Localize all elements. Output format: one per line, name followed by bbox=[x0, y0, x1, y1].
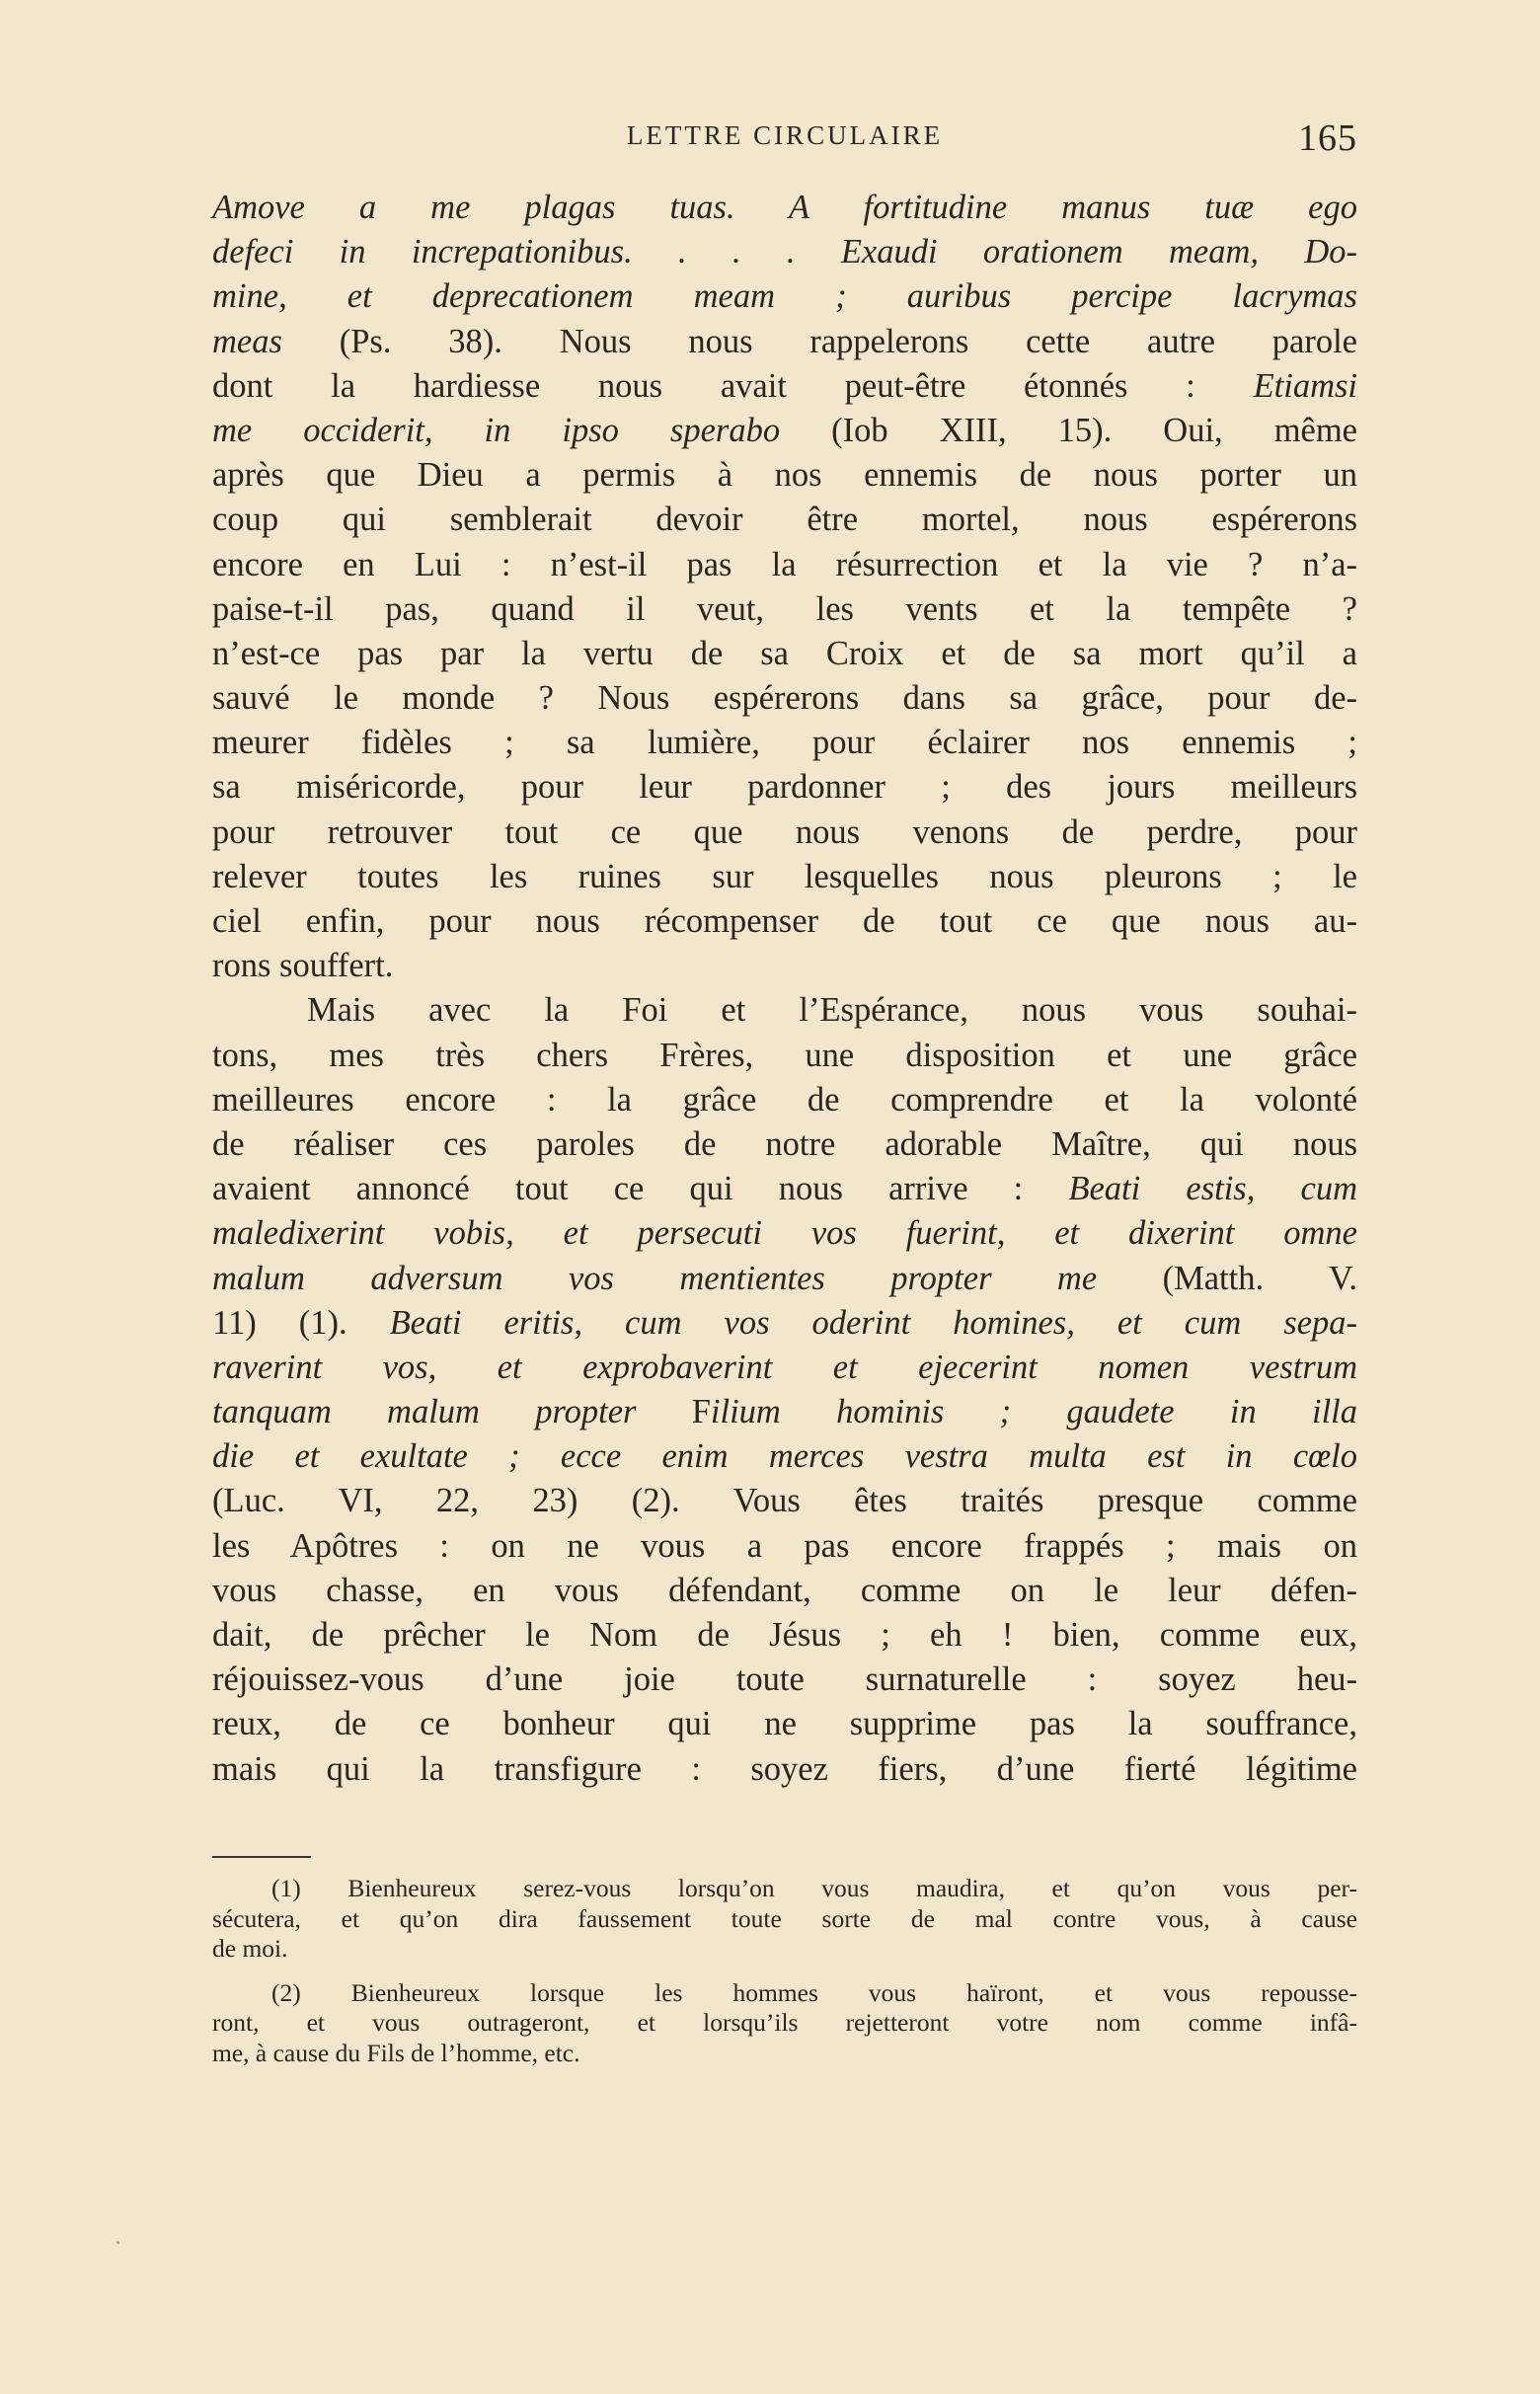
running-title: LETTRE CIRCULAIRE bbox=[626, 120, 944, 150]
text-line bbox=[212, 186, 1357, 230]
footnote-gap bbox=[212, 1965, 1357, 1978]
text-line bbox=[212, 721, 1357, 765]
text-run: tons, mes très chers Frères, une disposition et une grâce bbox=[212, 1036, 1357, 1074]
text-line bbox=[212, 453, 1357, 498]
text-run: sauvé le monde ? Nous espérerons dans sa grâce, pour de- bbox=[212, 679, 1357, 718]
text-run: rons souffert. bbox=[212, 947, 394, 985]
italic-latin-run: mine, et deprecationem meam ; auribus percipe lacrymas bbox=[212, 277, 1357, 316]
text-line bbox=[212, 1078, 1357, 1122]
page-number: 165 bbox=[1298, 117, 1357, 159]
footnote-line: de moi. bbox=[212, 1934, 288, 1963]
text-run: Mais avec la Foi et l’Espérance, nous vous souhai- bbox=[307, 991, 1357, 1030]
footnote-line: ront, et vous outrageront, et lorsqu’ils rejetteront votre nom comme infâ- bbox=[212, 2008, 1357, 2037]
italic-latin-run: raverint vos, et exprobaverint et ejecerint nomen vestrum bbox=[212, 1348, 1357, 1386]
text-line bbox=[212, 1346, 1357, 1390]
text-line bbox=[212, 1479, 1357, 1523]
text-line bbox=[212, 498, 1357, 542]
footnote-line: me, à cause du Fils de l’homme, etc. bbox=[212, 2038, 580, 2067]
text-run: meurer fidèles ; sa lumière, pour éclairer nos ennemis ; bbox=[212, 724, 1357, 762]
italic-latin-run: maledixerint vobis, et persecuti vos fuerint, et dixerint omne bbox=[212, 1214, 1357, 1253]
text-line bbox=[212, 855, 1357, 899]
text-line bbox=[212, 409, 1357, 453]
footnote-line: (2) Bienheureux lorsque les hommes vous haïront, et vous repousse- bbox=[271, 1977, 1357, 2007]
text-line bbox=[212, 1034, 1357, 1078]
footnote-1 bbox=[212, 1874, 1357, 1965]
text-run: meilleures encore : la grâce de comprendre et la volonté bbox=[212, 1080, 1357, 1119]
text-line bbox=[212, 632, 1357, 676]
italic-latin-run: malum adversum vos mentientes propter me bbox=[212, 1259, 1098, 1297]
text-line bbox=[212, 587, 1357, 632]
text-line bbox=[212, 1613, 1357, 1658]
text-line bbox=[212, 1702, 1357, 1746]
text-line bbox=[212, 765, 1357, 810]
italic-latin-run: meas bbox=[212, 322, 282, 360]
running-head bbox=[212, 116, 1357, 166]
text-run: réjouissez-vous d’une joie toute surnaturelle : soyez heu- bbox=[212, 1660, 1357, 1699]
italic-latin-run: Beati estis, cum bbox=[1068, 1170, 1357, 1208]
text-run: de réaliser ces paroles de notre adorable Maître, qui nous bbox=[212, 1124, 1357, 1163]
text-line bbox=[212, 1434, 1357, 1479]
text-run: (Luc. VI, 22, 23) (2). Vous êtes traités presque comme bbox=[212, 1482, 1357, 1520]
text-run: (Ps. 38). Nous nous rappelerons cette autre parole bbox=[281, 322, 1357, 360]
italic-latin-run: ilium hominis ; gaudete in illa bbox=[710, 1393, 1357, 1431]
text-line bbox=[212, 811, 1357, 855]
text-line bbox=[212, 1301, 1357, 1346]
text-line bbox=[212, 1390, 1357, 1434]
text-line bbox=[212, 1122, 1357, 1167]
text-line bbox=[212, 364, 1357, 409]
footnotes bbox=[212, 1874, 1357, 2068]
italic-latin-run: Etiamsi bbox=[1253, 366, 1357, 405]
text-run: encore en Lui : n’est-il pas la résurrection et la vie ? n’a- bbox=[212, 545, 1357, 583]
text-run: F bbox=[691, 1393, 711, 1431]
italic-latin-run: me occiderit, in ipso sperabo bbox=[212, 411, 781, 449]
text-line bbox=[212, 274, 1357, 319]
text-run: (Iob XIII, 15). Oui, même bbox=[780, 411, 1357, 449]
body-text bbox=[212, 186, 1357, 1792]
text-run: sa miséricorde, pour leur pardonner ; des jours meilleurs bbox=[212, 768, 1357, 807]
text-run: relever toutes les ruines sur lesquelles nous pleurons ; le bbox=[212, 857, 1357, 895]
footnote-rule bbox=[212, 1856, 311, 1858]
italic-latin-run: Amove a me plagas tuas. A fortitudine manus tuæ ego bbox=[212, 189, 1357, 226]
text-line bbox=[212, 1257, 1357, 1301]
italic-latin-run: defeci in increpationibus. . . . Exaudi orationem meam, Do- bbox=[212, 233, 1357, 271]
text-line bbox=[212, 676, 1357, 721]
text-line bbox=[212, 1524, 1357, 1569]
text-run: pour retrouver tout ce que nous venons de perdre, pour bbox=[212, 812, 1357, 851]
text-line bbox=[212, 988, 1357, 1033]
text-run: les Apôtres : on ne vous a pas encore frappés ; mais on bbox=[212, 1526, 1357, 1565]
text-line bbox=[212, 1658, 1357, 1702]
footnote-line: sécutera, et qu’on dira faussement toute sorte de mal contre vous, à cause bbox=[212, 1903, 1357, 1933]
footnote-2 bbox=[212, 1978, 1357, 2069]
text-run: mais qui la transfigure : soyez fiers, d’une fierté légitime bbox=[212, 1749, 1357, 1788]
text-run: après que Dieu a permis à nos ennemis de nous porter un bbox=[212, 456, 1357, 495]
text-run: vous chasse, en vous défendant, comme on le leur défen- bbox=[212, 1571, 1357, 1609]
text-run: paise-t-il pas, quand il veut, les vents et la tempête ? bbox=[212, 589, 1357, 628]
text-run: avaient annoncé tout ce qui nous arrive : bbox=[212, 1170, 1069, 1208]
paper-speck bbox=[116, 2241, 119, 2244]
text-run: dait, de prêcher le Nom de Jésus ; eh ! bien, comme eux, bbox=[212, 1616, 1357, 1654]
text-line bbox=[212, 230, 1357, 274]
text-line bbox=[212, 899, 1357, 944]
text-run: coup qui semblerait devoir être mortel, nous espérerons bbox=[212, 501, 1357, 539]
text-run: ciel enfin, pour nous récompenser de tout ce que nous au- bbox=[212, 902, 1357, 940]
text-run: (Matth. V. bbox=[1097, 1259, 1357, 1297]
text-run: 11) (1). bbox=[212, 1303, 390, 1342]
footnote-line: (1) Bienheureux serez-vous lorsqu’on vous maudira, et qu’on vous per- bbox=[271, 1874, 1357, 1902]
italic-latin-run: die et exultate ; ecce enim merces vestra multa est in cœlo bbox=[212, 1437, 1357, 1476]
text-line bbox=[212, 320, 1357, 364]
italic-latin-run: tanquam malum propter bbox=[212, 1393, 692, 1431]
text-line bbox=[212, 944, 1357, 988]
text-line bbox=[212, 543, 1357, 587]
italic-latin-run: Beati eritis, cum vos oderint homines, et cum sepa- bbox=[389, 1303, 1357, 1342]
text-line bbox=[212, 1211, 1357, 1256]
text-line bbox=[212, 1569, 1357, 1613]
text-run: reux, de ce bonheur qui ne supprime pas la souffrance, bbox=[212, 1705, 1357, 1743]
text-run: n’est-ce pas par la vertu de sa Croix et de sa mort qu’il a bbox=[212, 634, 1357, 672]
text-line bbox=[212, 1167, 1357, 1211]
text-run: dont la hardiesse nous avait peut-être étonnés : bbox=[212, 366, 1254, 405]
text-line bbox=[212, 1747, 1357, 1792]
